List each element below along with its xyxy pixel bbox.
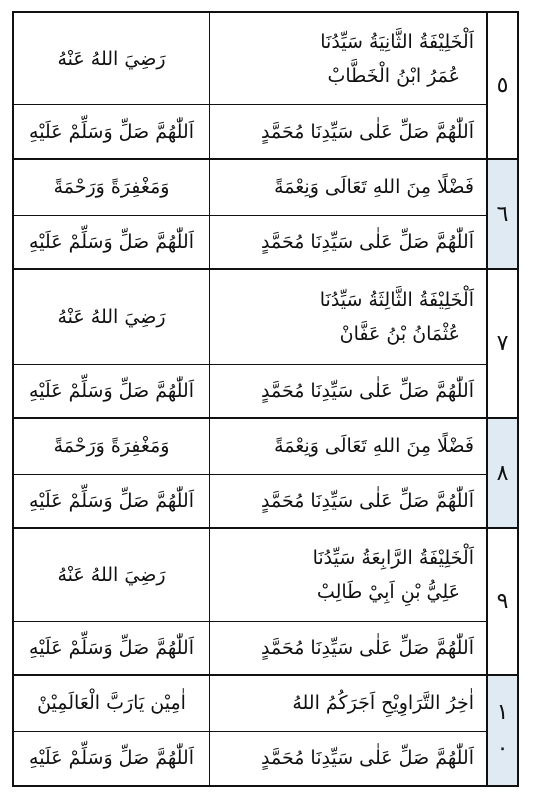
table-row bbox=[14, 731, 486, 785]
response-cell: اَللّٰهُمَّ صَلِّ وَسَلِّمْ عَلَيْهِ bbox=[14, 732, 210, 785]
response-cell: وَمَغْفِرَةً وَرَحْمَةً bbox=[14, 160, 210, 215]
table-section-5 bbox=[14, 13, 517, 158]
section-rows bbox=[14, 13, 486, 158]
recitation-cell bbox=[210, 13, 486, 104]
recitation-cell bbox=[210, 419, 486, 474]
table-row bbox=[14, 215, 486, 268]
recitation-line: اَلْخَلِيْفَةُ الثَّانِيَةُ سَيِّدُنَا bbox=[320, 30, 474, 53]
response-cell: اَللّٰهُمَّ صَلِّ وَسَلِّمْ عَلَيْهِ bbox=[14, 475, 210, 527]
table-row bbox=[14, 104, 486, 158]
section-rows bbox=[14, 160, 486, 268]
section-number-digit: ١ bbox=[496, 699, 509, 725]
recitation-line: اَللّٰهُمَّ صَلِّ عَلٰى سَيِّدِنَا مُحَمَّدٍ bbox=[260, 747, 474, 770]
recitation-line: فَضْلًا مِنَ اللهِ تَعَالَى وَنِعْمَةً bbox=[274, 176, 474, 199]
section-rows bbox=[14, 529, 486, 674]
table-row bbox=[14, 364, 486, 417]
table-row bbox=[14, 529, 486, 621]
section-rows bbox=[14, 419, 486, 527]
section-number: ٥ bbox=[486, 13, 517, 158]
recitation-cell bbox=[210, 622, 486, 674]
section-number bbox=[486, 676, 517, 785]
section-number: ٩ bbox=[486, 529, 517, 674]
recitation-line: اَللّٰهُمَّ صَلِّ عَلٰى سَيِّدِنَا مُحَمَّدٍ bbox=[260, 230, 474, 253]
section-rows bbox=[14, 676, 486, 785]
response-cell: رَضِيَ اللهُ عَنْهُ bbox=[14, 13, 210, 104]
section-rows bbox=[14, 270, 486, 417]
recitation-line: عُمَرُ ابْنُ الْخَطَّابْ bbox=[327, 64, 460, 87]
section-number: ٦ bbox=[486, 160, 517, 268]
recitation-line: فَضْلًا مِنَ اللهِ تَعَالَى وَنِعْمَةً bbox=[274, 435, 474, 458]
section-number: ٧ bbox=[486, 270, 517, 417]
table-row bbox=[14, 419, 486, 474]
table-section-8 bbox=[14, 417, 517, 527]
recitation-line: اَللّٰهُمَّ صَلِّ عَلٰى سَيِّدِنَا مُحَمَّدٍ bbox=[260, 489, 474, 512]
recitation-cell bbox=[210, 676, 486, 731]
section-number-digit: ٠ bbox=[496, 735, 509, 761]
recitation-cell bbox=[210, 270, 486, 364]
response-cell: وَمَغْفِرَةً وَرَحْمَةً bbox=[14, 419, 210, 474]
recitation-line: اَللّٰهُمَّ صَلِّ عَلٰى سَيِّدِنَا مُحَمَّدٍ bbox=[260, 379, 474, 402]
response-cell: اَللّٰهُمَّ صَلِّ وَسَلِّمْ عَلَيْهِ bbox=[14, 216, 210, 268]
table-row bbox=[14, 676, 486, 731]
table-row bbox=[14, 270, 486, 364]
response-cell: اٰمِيْن يَارَبَّ الْعَالَمِيْنْ bbox=[14, 676, 210, 731]
recitation-line: اَللّٰهُمَّ صَلِّ عَلٰى سَيِّدِنَا مُحَمَّدٍ bbox=[260, 120, 474, 143]
response-cell: رَضِيَ اللهُ عَنْهُ bbox=[14, 529, 210, 621]
table-row bbox=[14, 13, 486, 104]
recitation-cell bbox=[210, 160, 486, 215]
table-row bbox=[14, 474, 486, 527]
table-row bbox=[14, 621, 486, 674]
recitation-cell bbox=[210, 105, 486, 158]
response-cell: اَللّٰهُمَّ صَلِّ وَسَلِّمْ عَلَيْهِ bbox=[14, 622, 210, 674]
recitation-line: عُثْمَانُ بْنُ عَفَّانْ bbox=[339, 322, 460, 345]
recitation-cell bbox=[210, 732, 486, 785]
table-section-10 bbox=[14, 674, 517, 785]
table-row bbox=[14, 160, 486, 215]
recitation-line: اٰخِرُ التَّرَاوِيْحِ اَجَرَكُمُ اللهُ bbox=[292, 692, 474, 715]
recitation-cell bbox=[210, 475, 486, 527]
tarawih-table bbox=[12, 11, 519, 787]
table-section-9 bbox=[14, 527, 517, 674]
response-cell: رَضِيَ اللهُ عَنْهُ bbox=[14, 270, 210, 364]
recitation-line: اَلْخَلِيْفَةُ الثَّالِثَةُ سَيِّدُنَا bbox=[319, 288, 474, 311]
recitation-cell bbox=[210, 529, 486, 621]
recitation-line: عَلِيُّ بْنِ اَبِيْ طَالِبْ bbox=[316, 580, 460, 603]
response-cell: اَللّٰهُمَّ صَلِّ وَسَلِّمْ عَلَيْهِ bbox=[14, 105, 210, 158]
recitation-cell bbox=[210, 365, 486, 417]
table-section-6 bbox=[14, 158, 517, 268]
recitation-line: اَلْخَلِيْفَةُ الرَّابِعَةُ سَيِّدُنَا bbox=[312, 546, 474, 569]
table-section-7 bbox=[14, 268, 517, 417]
recitation-line: اَللّٰهُمَّ صَلِّ عَلٰى سَيِّدِنَا مُحَمَّدٍ bbox=[260, 636, 474, 659]
response-cell: اَللّٰهُمَّ صَلِّ وَسَلِّمْ عَلَيْهِ bbox=[14, 365, 210, 417]
recitation-cell bbox=[210, 216, 486, 268]
section-number: ٨ bbox=[486, 419, 517, 527]
